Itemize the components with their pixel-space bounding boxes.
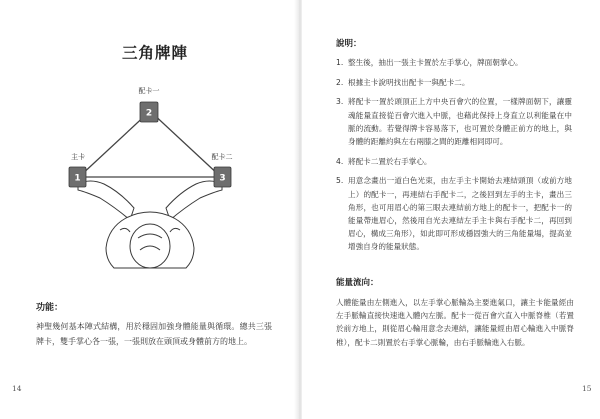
triangle-spread-diagram — [60, 80, 240, 280]
step-text: 用意念畫出一道白色光束，由左手主卡開始去連結頭頂（或前方地上）的配卡一，再連結右手配卡二，之後回到左手的主卡，畫出三角形，也可用眉心的第三眼去連結前方地上的配卡一，把配卡一的能量帶進眉心，然後用自光去連結左手主卡與右手配卡二，再回到眉心，構成三角形），如此即可形成穩固強大的三角能量場，提高並增強自身的能量狀態。 — [348, 176, 573, 252]
step-number: 1. — [336, 58, 344, 67]
step-number: 4. — [336, 156, 344, 166]
triangle-line-top-left — [79, 108, 153, 177]
page-title: 三角牌陣 — [122, 44, 189, 62]
energy-flow-heading: 能量流向： — [336, 278, 379, 288]
energy-flow-text: 人體能量由左側進入，以左手掌心脈輪為主要進氣口，讓主卡能量經由左手脈輪直接快速進入體內左脈。配卡一從百會穴直入中脈脊椎（若置於前方地上，則從眉心輪用意念去連結，讓能量經由眉心輪進入中脈脊椎），配卡二則置於右手掌心脈輪，由右手脈輪進入右脈。 — [336, 298, 574, 347]
instruction-steps — [336, 56, 572, 260]
left-page — [0, 0, 298, 419]
card-2-number: 2 — [145, 108, 153, 119]
page-number-left: 14 — [12, 384, 22, 393]
instruction-step — [336, 56, 572, 69]
step-number: 3. — [336, 97, 344, 107]
instruction-step — [336, 95, 572, 148]
page-number-right: 15 — [582, 384, 592, 393]
triangle-line-top-right — [150, 111, 221, 177]
step-text: 將配卡一置於頭頂正上方中央百會穴的位置，一樣牌面朝下，讓靈魂能量直接從百會穴進入中脈，也藉此保持上身直立以利能量在中脈的流動。若覺得牌卡容易落下，也可置於身體正前方的地上，與身體的距離約與左右兩膝之間的距離相同即可。 — [348, 97, 572, 147]
instruction-step — [336, 174, 572, 253]
instructions-heading: 說明： — [336, 39, 362, 49]
instruction-step — [336, 155, 572, 168]
step-text: 將配卡二置於右手掌心。 — [348, 156, 432, 166]
function-heading: 功能： — [36, 303, 64, 313]
step-number: 2. — [336, 77, 344, 87]
step-text: 根據主卡說明找出配卡一與配卡二。 — [348, 77, 470, 87]
label-card-1-top: 配卡一 — [138, 87, 160, 95]
card-3-number: 3 — [219, 173, 226, 184]
label-card-2-right: 配卡二 — [211, 153, 233, 161]
card-1-number: 1 — [74, 173, 81, 184]
step-text: 整生後，抽出一張主卡置於左手掌心，牌面朝掌心。 — [348, 58, 523, 67]
label-main-card: 主卡 — [71, 153, 85, 161]
right-page — [302, 0, 600, 419]
step-number: 5. — [336, 176, 344, 186]
seated-figure-illustration — [78, 181, 222, 268]
instruction-step — [336, 76, 572, 89]
function-text: 神聖幾何基本陣式結構，用於穩固加強身體能量與循環。總共三張牌卡，雙手掌心各一張，一張則放在頭頂或身體前方的地上。 — [36, 322, 272, 346]
